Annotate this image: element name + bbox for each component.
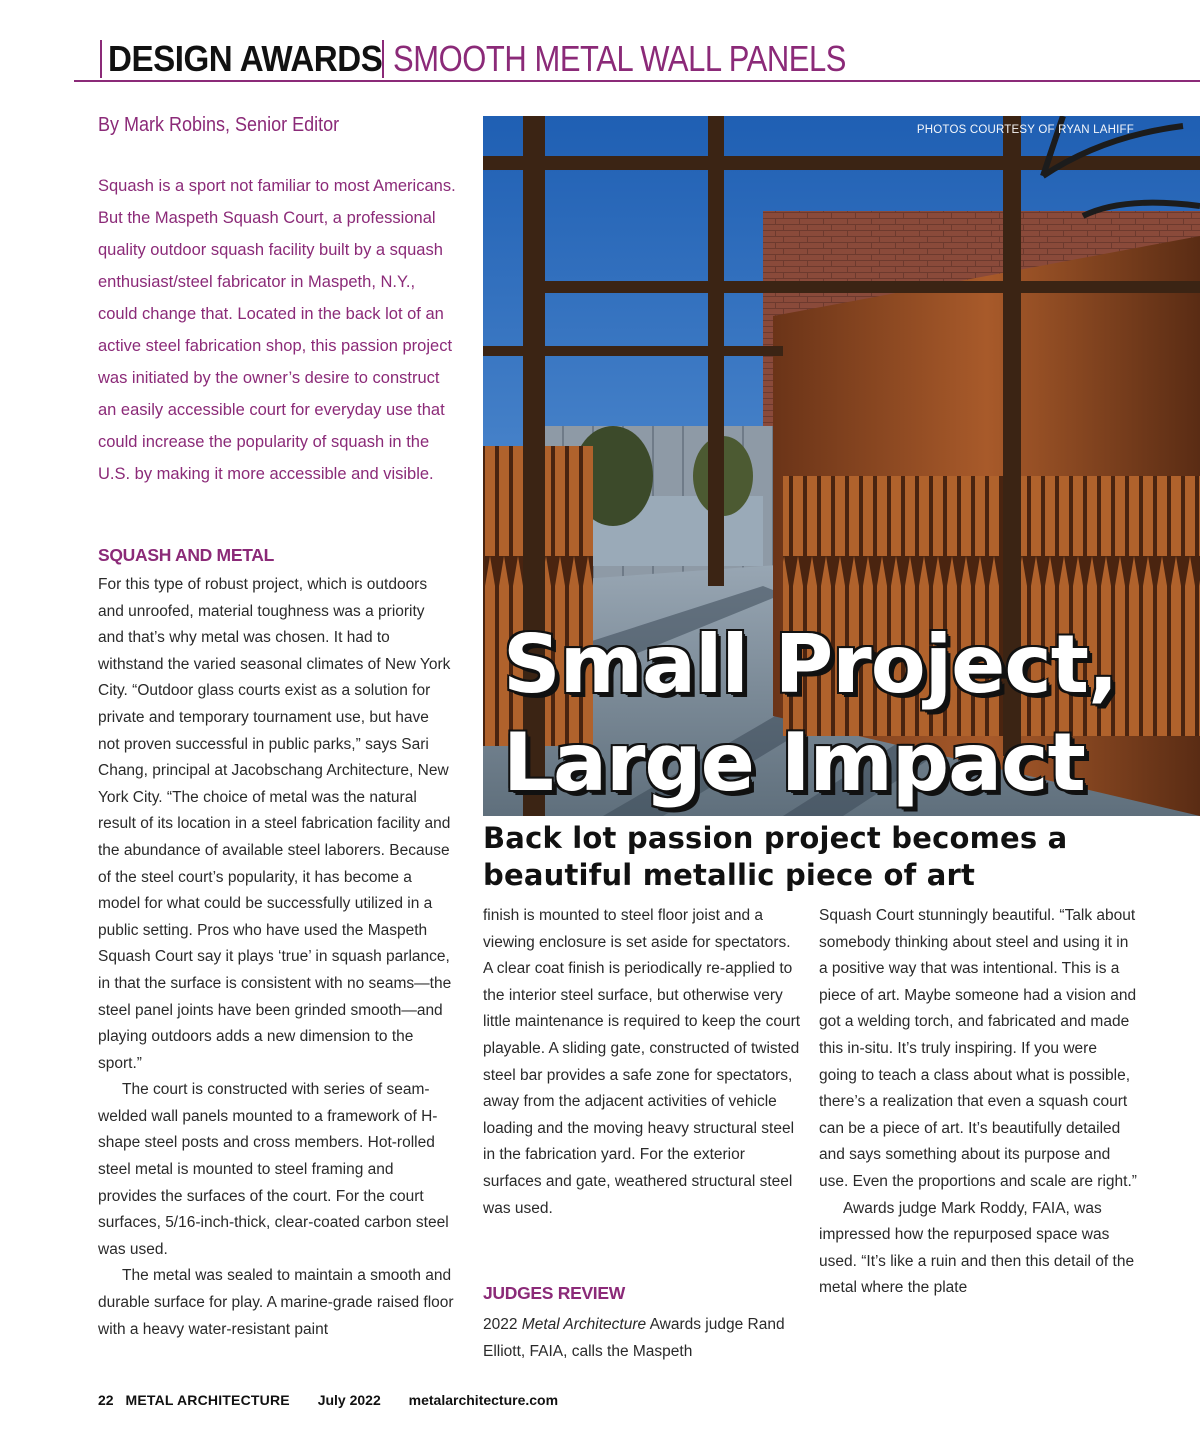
photo-credit: PHOTOS COURTESY OF RYAN LAHIFF bbox=[916, 124, 1134, 136]
body-column-1 bbox=[98, 572, 454, 1343]
subhead-squash-and-metal: SQUASH AND METAL bbox=[98, 545, 275, 565]
intro-text: Squash is a sport not familiar to most Americans. But the Maspeth Squash Court, a professional quality outdoor squash facility built by a squash enthusiast/steel fabricator in Maspeth, N.Y., could change that. Located in the back lot of an active steel fabrication shop, this passion project was initiated by the owner’s desire to construct an easily accessible court for everyday use that could increase the popularity of squash in the U.S. by making it more accessible and visible. bbox=[98, 177, 456, 483]
hero-title bbox=[503, 616, 1193, 812]
header-divider bbox=[100, 40, 102, 78]
body-column-2 bbox=[483, 903, 803, 1222]
magazine-name: Metal Architecture bbox=[521, 1316, 647, 1333]
body-paragraph: The metal was sealed to maintain a smooth and durable surface for play. A marine-grade raised floor with a heavy water-resistant paint bbox=[98, 1267, 454, 1338]
body-text: Awards judge Rand Elliott, FAIA, calls the Maspeth bbox=[483, 1316, 785, 1360]
body-text: 2022 bbox=[483, 1316, 522, 1333]
hero-photo bbox=[483, 116, 1200, 816]
footer-magazine: METAL ARCHITECTURE bbox=[125, 1392, 290, 1408]
body-column-2-continued bbox=[483, 1312, 803, 1365]
subhead-judges-review: JUDGES REVIEW bbox=[483, 1283, 625, 1303]
byline: By Mark Robins, Senior Editor bbox=[98, 114, 340, 136]
hero-title-line: Small Project, bbox=[503, 618, 1118, 711]
footer-site: metalarchitecture.com bbox=[408, 1392, 559, 1408]
body-paragraph: For this type of robust project, which is outdoors and unroofed, material toughness was a priority and that’s why metal was chosen. It had to withstand the varied seasonal climates of New York City. “Outdoor glass courts exist as a solution for private and temporary tournament use, but have not proven successful in public parks,” says Sari Chang, principal at Jacobschang Architecture, New York City. “The choice of metal was the natural result of its location in a steel fabrication facility and the abundance of available steel laborers. Because of the steel court’s popularity, it has become a model for what could be successfully utilized in a public setting. Pros who have used the Maspeth Squash Court say it plays ‘true’ in squash parlance, in that the surface is consistent with no seams—the steel panel joints have been grinded smooth—and playing outdoors adds a new dimension to the sport.” bbox=[98, 576, 452, 1072]
body-column-3 bbox=[819, 903, 1139, 1302]
body-paragraph: Awards judge Mark Roddy, FAIA, was impressed how the repurposed space was used. “It’s like a ruin and then this detail of the metal where the plate bbox=[819, 1199, 1135, 1297]
deck-subtitle: Back lot passion project becomes a beautiful metallic piece of art bbox=[483, 821, 1068, 892]
intro-paragraph bbox=[98, 170, 458, 490]
body-paragraph bbox=[483, 1312, 803, 1365]
hero-title-line: Large Impact bbox=[503, 716, 1085, 809]
page-header bbox=[0, 36, 1200, 84]
footer-date: July 2022 bbox=[317, 1392, 381, 1408]
page-number: 22 bbox=[98, 1392, 114, 1408]
page-footer bbox=[98, 1392, 558, 1408]
body-paragraph: The court is constructed with series of seam-welded wall panels mounted to a framework of H-shape steel posts and cross members. Hot-rolled steel metal is mounted to steel framing and provides the surfaces of the court. For the court surfaces, 5/16-inch-thick, clear-coated carbon steel was used. bbox=[98, 1081, 449, 1258]
header-kicker: DESIGN AWARDS bbox=[108, 38, 383, 79]
body-paragraph: Squash Court stunningly beautiful. “Talk about somebody thinking about steel and using it in a positive way that was intentional. This is a piece of art. Maybe someone had a vision and got a welding torch, and fabricated and made this in-situ. It’s truly inspiring. If you were going to teach a class about what is possible, there’s a realization that even a squash court can be a piece of art. It’s beautifully detailed and says something about its purpose and use. Even the proportions and scale are right.” bbox=[819, 907, 1137, 1190]
header-divider bbox=[382, 40, 384, 78]
header-section: SMOOTH METAL WALL PANELS bbox=[393, 38, 847, 79]
body-paragraph: finish is mounted to steel floor joist and a viewing enclosure is set aside for spectators. A clear coat finish is periodically re-applied to the interior steel surface, but otherwise very little maintenance is required to keep the court playable. A sliding gate, constructed of twisted steel bar provides a safe zone for spectators, away from the adjacent activities of vehicle loading and the moving heavy structural steel in the fabrication yard. For the exterior surfaces and gate, weathered structural steel was used. bbox=[483, 907, 801, 1217]
header-rule bbox=[74, 80, 1200, 82]
